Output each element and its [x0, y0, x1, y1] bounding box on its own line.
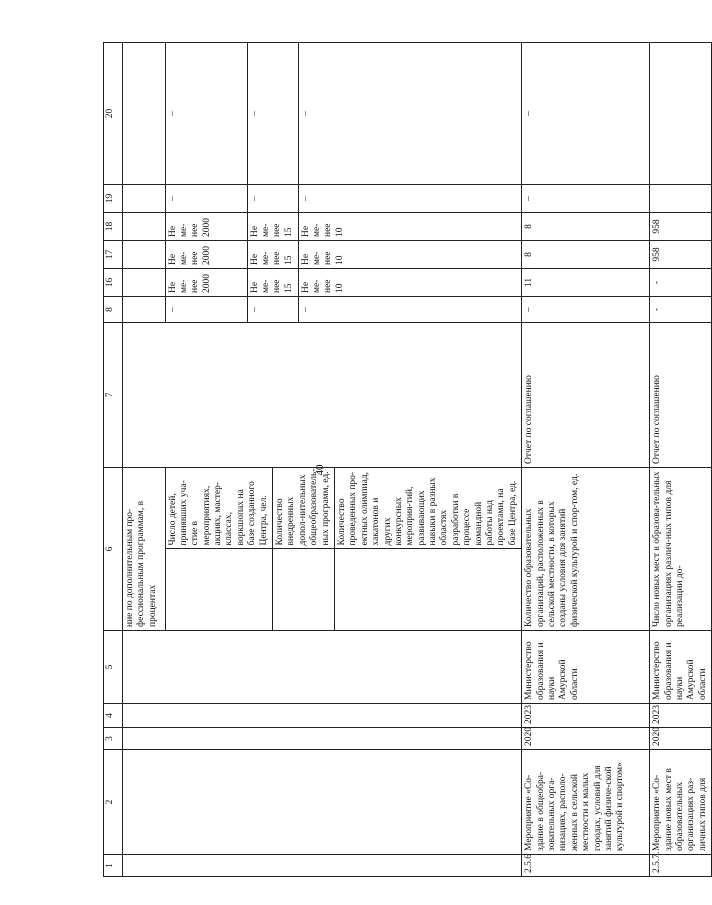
cell-col18: 958	[650, 213, 712, 241]
indicators-table	[103, 42, 712, 877]
cell-year-end: 2023	[650, 704, 712, 728]
value: –	[300, 196, 311, 201]
cell-indicator: Количество образовательных организаций, расположенных в сельской местности, в которых созданы условия для занятий физической культурой и спор-том, ед.	[522, 468, 650, 631]
value	[123, 297, 165, 322]
col-header: 8	[104, 297, 123, 323]
value: –	[300, 111, 311, 116]
cell-number	[123, 855, 522, 877]
value: Не ме-нее 15	[247, 241, 298, 268]
cell-executor: Министерство образования и науки Амурской области	[650, 631, 712, 704]
col-header: 6	[104, 468, 123, 631]
col-header: 5	[104, 631, 123, 704]
col-header: 16	[104, 269, 123, 297]
value: –	[165, 297, 247, 322]
indicator-text: Количество внедренных допол-нительных общеобразователь-ных программ, ед.	[273, 468, 335, 549]
col-header: 3	[104, 728, 123, 750]
col-header: 17	[104, 241, 123, 269]
table-container	[103, 43, 708, 877]
value: Не ме-нее 2000	[165, 241, 247, 268]
cell-col17: 958	[650, 241, 712, 269]
value	[123, 43, 165, 184]
value	[123, 185, 165, 212]
cell-col8: -	[650, 297, 712, 323]
table-row	[123, 43, 522, 877]
cell-col20	[123, 43, 522, 185]
cell-col17: 8	[522, 241, 650, 269]
cell-indicator: Число новых мест в образова-тельных организациях различ-ных типов для реализации до-	[650, 468, 712, 631]
col-header: 20	[104, 43, 123, 185]
cell-number: 2.5.6	[522, 855, 650, 877]
cell-source: Отчет по соглашению	[522, 323, 650, 468]
cell-col18: 8	[522, 213, 650, 241]
page-number: 40	[314, 464, 326, 476]
cell-col19: –	[522, 185, 650, 213]
cell-year-start: 2020	[522, 728, 650, 750]
table-row	[650, 43, 712, 877]
value: Не ме-нее 15	[247, 269, 298, 296]
cell-col16: 11	[522, 269, 650, 297]
col-header: 1	[104, 855, 123, 877]
cell-source	[123, 323, 522, 468]
cell-source: Отчет по соглашению	[650, 323, 712, 468]
cell-col8	[123, 297, 522, 323]
list-item	[123, 468, 165, 630]
col-header: 2	[104, 750, 123, 855]
list-item	[334, 468, 521, 630]
col-header: 18	[104, 213, 123, 241]
value	[123, 269, 165, 296]
cell-col8: –	[522, 297, 650, 323]
value: Не ме-нее 2000	[165, 213, 247, 240]
value: –	[247, 185, 298, 212]
value: Не ме-нее 10	[300, 223, 345, 237]
cell-year-start: 2020	[650, 728, 712, 750]
cell-col20: –	[522, 43, 650, 185]
cell-activity	[123, 750, 522, 855]
value: –	[247, 297, 298, 322]
cell-executor: Министерство образования и науки Амурской области	[522, 631, 650, 704]
cell-executor	[123, 631, 522, 704]
indicator-list	[123, 468, 521, 630]
cell-year-end: 2023	[522, 704, 650, 728]
col-header: 7	[104, 323, 123, 468]
value: –	[300, 307, 311, 312]
value: –	[165, 185, 247, 212]
cell-number: 2.5.7.	[650, 855, 712, 877]
value: Не ме-нее 10	[300, 279, 345, 293]
cell-col18	[123, 213, 522, 241]
cell-activity: Мероприятие «Со-здание в общеобра-зовательных орга-низациях, располо-женных в сельской местности и малых городах, условий для занятий физиче-ской культурой и спортом»	[522, 750, 650, 855]
col-header: 4	[104, 704, 123, 728]
indicator-text: ние по дополнительным про-фессиональным программам, в процентах	[123, 468, 165, 630]
cell-activity: Мероприятие «Со-здание новых мест в образовательных организациях раз-личных типов для	[650, 750, 712, 855]
value: Не ме-нее 10	[300, 251, 345, 265]
cell-year-start	[123, 728, 522, 750]
value: Не ме-нее 15	[247, 213, 298, 240]
list-item	[165, 468, 273, 630]
cell-col17	[123, 241, 522, 269]
indicator-text: Число детей, принявших уча-стие в мероприятиях, акциях, мастер-классах, воркшопах на базе созданного Центра, чел.	[165, 468, 273, 549]
spacer	[273, 549, 335, 630]
spacer	[165, 549, 273, 630]
cell-year-end	[123, 704, 522, 728]
cell-col20	[650, 43, 712, 185]
value: Не ме-нее 2000	[165, 269, 247, 296]
header-row	[104, 43, 123, 877]
value: –	[247, 43, 298, 184]
indicator-text: Количество проведенных про-ектных олимпиад, хакатонов и других конкурсных мероприя-тий, развивающих навыки в разных областях разработки в процессе командной работы над проектами, на базе Центра, ед.	[336, 471, 518, 546]
cell-col19	[123, 185, 522, 213]
value	[123, 213, 165, 240]
table-row	[522, 43, 650, 877]
spacer	[334, 549, 521, 630]
cell-indicators	[123, 468, 522, 631]
value: –	[165, 43, 247, 184]
col-header: 19	[104, 185, 123, 213]
cell-col19	[650, 185, 712, 213]
cell-col16: -	[650, 269, 712, 297]
cell-col16	[123, 269, 522, 297]
list-item	[273, 468, 335, 630]
value	[123, 241, 165, 268]
